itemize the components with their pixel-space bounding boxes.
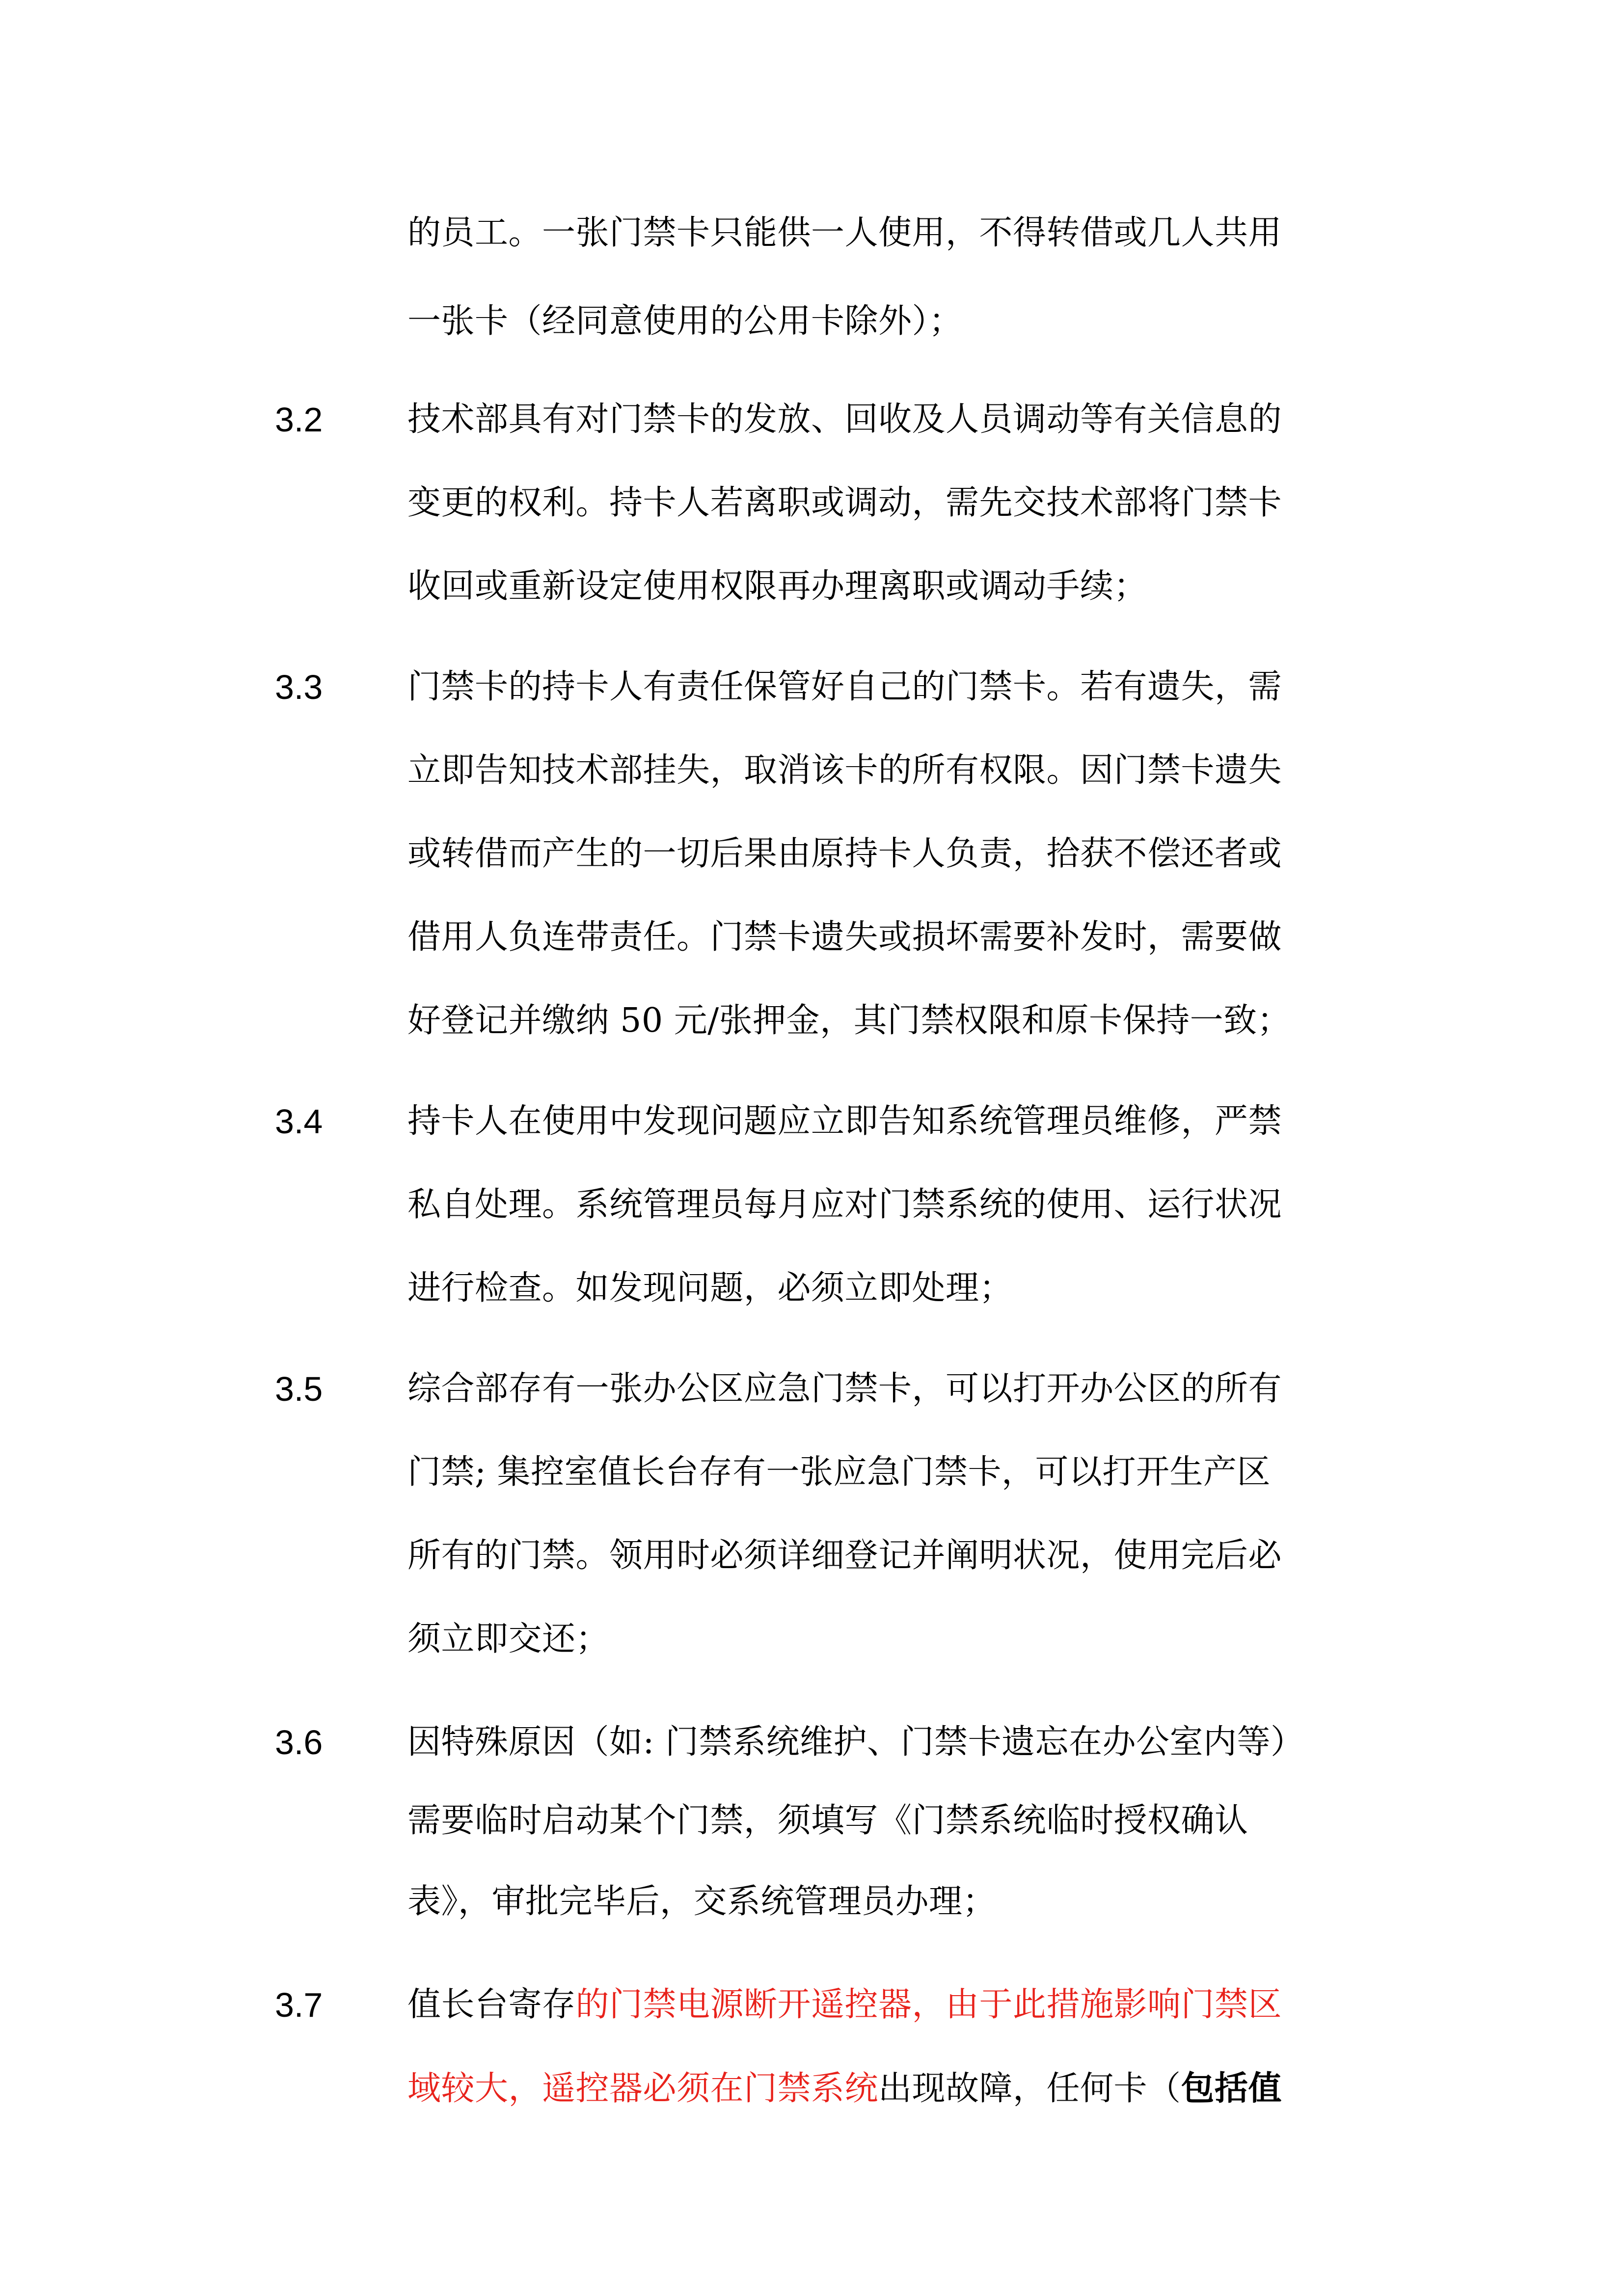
section-3-3-line-1: 门禁卡的持卡人有责任保管好自己的门禁卡。若有遗失，需 [407, 667, 1282, 706]
section-3-3-line-5: 好登记并缴纳 50 元/张押金，其门禁权限和原卡保持一致； [407, 1001, 1291, 1040]
section-3-4-line-3: 进行检查。如发现问题，必须立即处理； [407, 1269, 1013, 1308]
section-3-7-line-1-black: 值长台寄存 [407, 1985, 576, 2024]
section-3-5-line-1: 综合部存有一张办公区应急门禁卡，可以打开办公区的所有 [407, 1369, 1282, 1408]
section-3-5-line-2: 门禁; 集控室值长台存有一张应急门禁卡，可以打开生产区 [407, 1453, 1271, 1492]
section-number-3-6: 3.6 [275, 1723, 323, 1762]
section-3-3-line-4: 借用人负连带责任。门禁卡遗失或损坏需要补发时，需要做 [407, 918, 1282, 957]
section-3-2-line-1: 技术部具有对门禁卡的发放、回收及人员调动等有关信息的 [407, 400, 1282, 439]
section-3-5-line-3: 所有的门禁。领用时必须详细登记并阐明状况，使用完后必 [407, 1536, 1282, 1575]
section-3-6-line-3: 表》，审批完毕后，交系统管理员办理； [407, 1882, 997, 1921]
section-3-7-line-2-black: 出现故障，任何卡（ [878, 2069, 1181, 2108]
section-3-2-line-3: 收回或重新设定使用权限再办理离职或调动手续； [407, 567, 1148, 606]
section-3-7-line-2-bold: 包括值 [1181, 2069, 1282, 2108]
section-3-7-line-2-red: 域较大，遥控器必须在门禁系统 [407, 2069, 879, 2108]
section-3-4-line-1: 持卡人在使用中发现问题应立即告知系统管理员维修，严禁 [407, 1102, 1282, 1141]
section-number-3-2: 3.2 [275, 400, 323, 439]
continued-line-2: 一张卡（经同意使用的公用卡除外）； [407, 302, 963, 341]
section-number-3-5: 3.5 [275, 1370, 323, 1408]
section-number-3-7: 3.7 [275, 1986, 323, 2024]
section-number-3-4: 3.4 [275, 1102, 323, 1141]
section-number-3-3: 3.3 [275, 668, 323, 706]
section-3-6-line-1: 因特殊原因（如: 门禁系统维护、门禁卡遗忘在办公室内等） [407, 1723, 1304, 1762]
section-3-4-line-2: 私自处理。系统管理员每月应对门禁系统的使用、运行状况 [407, 1185, 1282, 1224]
section-3-2-line-2: 变更的权利。持卡人若离职或调动，需先交技术部将门禁卡 [407, 483, 1282, 522]
section-3-3-line-3: 或转借而产生的一切后果由原持卡人负责，拾获不偿还者或 [407, 834, 1282, 873]
section-3-7-line-1 [407, 1983, 1389, 2027]
continued-line-1: 的员工。一张门禁卡只能供一人使用，不得转借或几人共用 [407, 214, 1282, 252]
section-3-7-line-1-red: 的门禁电源断开遥控器，由于此措施影响门禁区 [575, 1985, 1282, 2024]
section-3-5-line-4: 须立即交还； [407, 1620, 610, 1658]
section-3-7-line-2 [407, 2066, 1389, 2111]
section-3-3-line-2: 立即告知技术部挂失，取消该卡的所有权限。因门禁卡遗失 [407, 751, 1282, 790]
section-3-6-line-2: 需要临时启动某个门禁，须填写《门禁系统临时授权确认 [407, 1801, 1248, 1840]
